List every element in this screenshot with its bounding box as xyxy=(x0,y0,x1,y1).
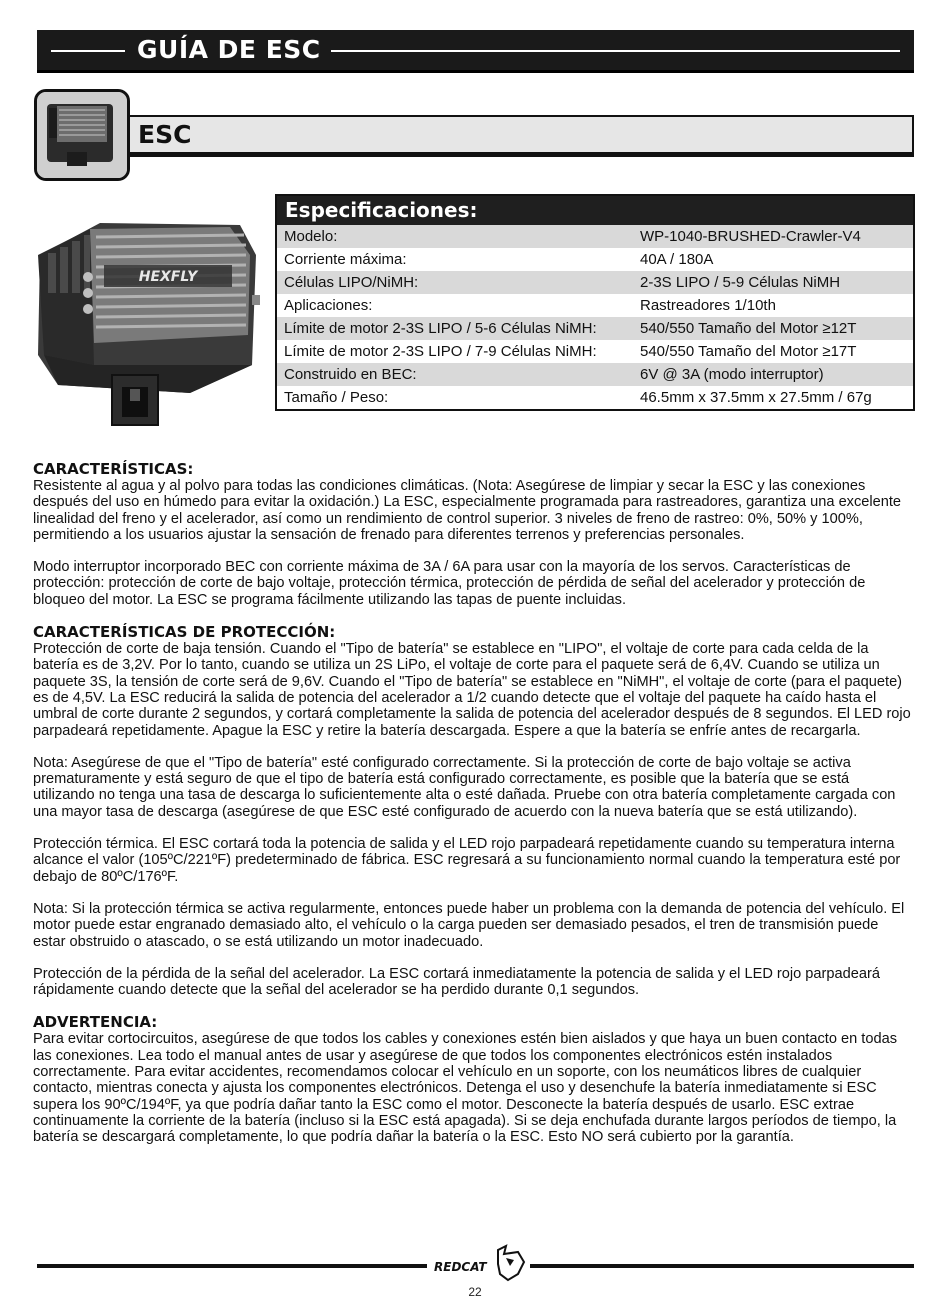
page-number: 22 xyxy=(468,1285,482,1299)
product-brand-label: HEXFLY xyxy=(138,269,198,285)
footer-rule-right xyxy=(530,1264,914,1268)
redcat-logo xyxy=(428,1244,532,1284)
spec-label: Límite de motor 2-3S LIPO / 7-9 Células NiMH: xyxy=(284,343,597,360)
spec-row xyxy=(277,363,913,386)
spec-label: Límite de motor 2-3S LIPO / 5-6 Células NiMH: xyxy=(284,320,597,337)
section-header-bar xyxy=(118,115,914,157)
warning-paragraph: Para evitar cortocircuitos, asegúrese de que todos los cables y conexiones estén bien aislados y que haya un buen contacto en todas las conexiones. Lea todo el manual antes de usar y asegúrese de que todos los componentes electrónicos estén instalados correctamente. Para evitar accidentes, recomendamos colocar el vehículo en un soporte, con los neumáticos libres de cualquier contacto, mientras conecta y ajusta los componentes electrónicos. Detenga el uso y desenchufe la batería inmediatamente si ESC supera los 90ºC/194ºF, ya que podría dañar tanto la ESC como el motor. Desconecte la batería después de usarlo. ESC extrae continuamente la corriente de la batería (incluso si la ESC está apagada). Si se deja enchufada durante largos períodos de tiempo, la batería se descargará completamente, lo que podría dañar la batería o la ESC. Esto NO será cubierto por la garantía. xyxy=(33,1031,898,1146)
specifications-rows xyxy=(277,225,913,409)
specifications-table xyxy=(275,194,915,411)
spec-label: Modelo: xyxy=(284,228,338,245)
spec-label: Construido en BEC: xyxy=(284,366,417,383)
section-title: ESC xyxy=(138,120,192,149)
header-rule-right xyxy=(331,50,900,52)
warning-heading: ADVERTENCIA: xyxy=(33,1013,158,1032)
esc-thumbnail-icon xyxy=(34,89,130,181)
protection-paragraph-4: Nota: Si la protección térmica se activa regularmente, entonces puede haber un problema con la demanda de potencia del vehículo. El motor puede estar engranado demasiado alto, el vehículo o la carga pueden ser demasiado pesados, el tren de transmisión puede estar obstruido o atascado, o se está utilizando un motor inadecuado. xyxy=(33,900,905,950)
features-paragraph-1: Resistente al agua y al polvo para todas las condiciones climáticas. (Nota: Asegúrese de limpiar y secar la ESC y las conexiones después del uso en húmedo para evitar la oxidación.) La ESC, especialmente programada para rastreadores, garantiza una excelente linealidad del freno y el acelerador, así como un rendimiento de control superior. 3 niveles de freno de rastreo: 0%, 50% y 100%, permitiendo a los usuarios ajustar la sensación de frenado para diferentes terrenos y preferencias personales. xyxy=(33,478,902,543)
spec-row xyxy=(277,386,913,409)
protection-paragraph-3: Protección térmica. El ESC cortará toda la potencia de salida y el LED rojo parpadeará repetidamente cuando su temperatura interna alcance el valor (105ºC/221ºF) predeterminado de fábrica. ESC regresará a su funcionamiento normal cuando la temperatura esté por debajo de 80ºC/176ºF. xyxy=(33,836,901,885)
page-header-banner xyxy=(37,30,914,73)
spec-row xyxy=(277,248,913,271)
spec-row xyxy=(277,294,913,317)
protection-paragraph-5: Protección de la pérdida de la señal del acelerador. La ESC cortará inmediatamente la potencia de salida y el LED rojo parpadeará rápidamente cuando detecte que la señal del acelerador se ha perdido durante 0,1 segundos. xyxy=(33,965,880,999)
header-rule-left xyxy=(51,50,125,52)
spec-value: 540/550 Tamaño del Motor ≥17T xyxy=(640,343,857,360)
esc-product-image xyxy=(30,215,265,435)
body-content xyxy=(33,461,913,1146)
features-heading: CARACTERÍSTICAS: xyxy=(33,460,194,478)
spec-label: Aplicaciones: xyxy=(284,297,373,314)
protection-heading: CARACTERÍSTICAS DE PROTECCIÓN: xyxy=(33,623,336,642)
spec-value: 540/550 Tamaño del Motor ≥12T xyxy=(640,320,857,337)
spec-row xyxy=(277,225,913,248)
page-title: GUÍA DE ESC xyxy=(137,35,321,64)
footer-brand: REDCAT xyxy=(434,1260,487,1274)
spec-value: 40A / 180A xyxy=(640,251,714,268)
spec-row xyxy=(277,271,913,294)
spec-value: Rastreadores 1/10th xyxy=(640,297,776,314)
protection-paragraph-1: Protección de corte de baja tensión. Cuando el "Tipo de batería" se establece en "LIPO", el voltaje de corte para cada celda de la batería es de 3,2V. Por lo tanto, cuando se utiliza un 2S LiPo, el voltaje de corte para el paquete será de 6,4V. Cuando se utiliza un paquete 3S, la tensión de corte será de 9,6V. Cuando el "Tipo de batería" se establece en "NiMH", el voltaje de corte (para el paquete) es de 4,5V. La ESC reducirá la salida de potencia del acelerador a 1/2 cuando detecte que el voltaje del paquete ha caído hasta el umbral de corte durante 2 segundos, y cortará completamente la salida de potencia del acelerador después de 8 segundos. El LED rojo parpadeará repetidamente. Apague la ESC y retire la batería descargada. Espere a que la batería se enfríe antes de recargarla. xyxy=(33,641,911,739)
spec-value: 6V @ 3A (modo interruptor) xyxy=(640,366,824,383)
features-paragraph-2: Modo interruptor incorporado BEC con corriente máxima de 3A / 6A para usar con la mayoría de los servos. Características de protección: protección de corte de bajo voltaje, protección térmica, protección de pérdida de señal del acelerador y protección de bloqueo del motor. La ESC se programa fácilmente utilizando las tapas de puente incluidas. xyxy=(33,559,866,608)
spec-value: 2-3S LIPO / 5-9 Células NiMH xyxy=(640,274,841,291)
spec-label: Tamaño / Peso: xyxy=(284,389,389,406)
spec-value: 46.5mm x 37.5mm x 27.5mm / 67g xyxy=(640,389,872,406)
specifications-title: Especificaciones: xyxy=(277,196,913,225)
spec-row xyxy=(277,317,913,340)
protection-paragraph-2: Nota: Asegúrese de que el "Tipo de batería" esté configurado correctamente. Si la protección de corte de bajo voltaje se activa prematuramente y está seguro de que el tipo de batería está configurado correctamente, es posible que la batería que se está utilizando no tenga una tasa de descarga lo suficientemente alta o esté dañada. Pruebe con otra batería completamente cargada con una mayor tasa de descarga (asegúrese de que ESC esté configurado de acuerdo con la nueva batería que se está utilizando). xyxy=(33,754,896,820)
spec-value: WP-1040-BRUSHED-Crawler-V4 xyxy=(640,228,861,245)
spec-row xyxy=(277,340,913,363)
spec-label: Células LIPO/NiMH: xyxy=(284,274,419,291)
spec-label: Corriente máxima: xyxy=(284,251,407,268)
footer-rule-left xyxy=(37,1264,427,1268)
